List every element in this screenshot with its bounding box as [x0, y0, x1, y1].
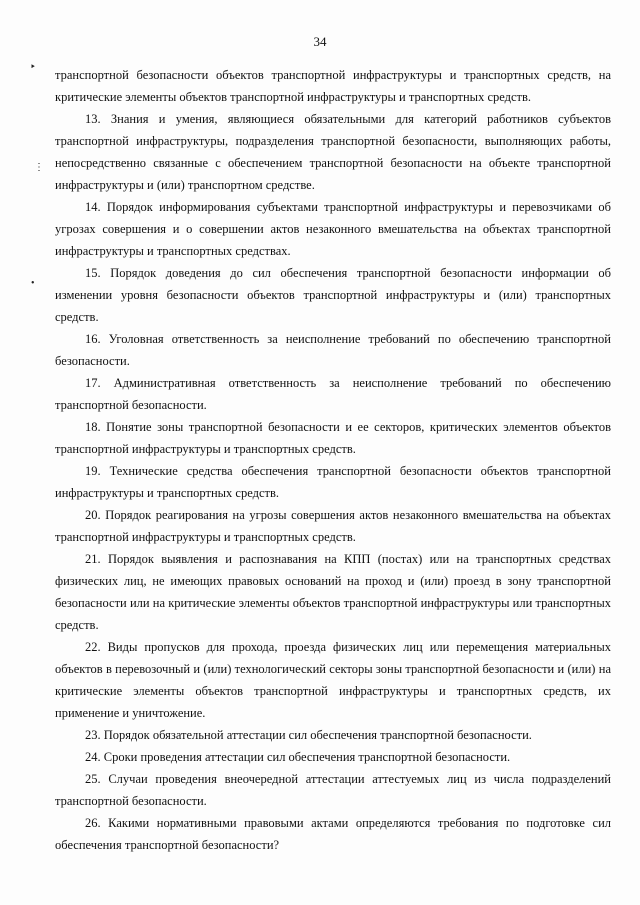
list-item: 13. Знания и умения, являющиеся обязательными для категорий работников субъектов транспортной инфраструктуры, подразделения транспортной безопасности, выполняющих работы, непосредственно связанные с обеспечением транспортной безопасности на объекте транспортной инфраструктуры и (или) транспортном средстве. [55, 112, 611, 192]
list-item: 14. Порядок информирования субъектами транспортной инфраструктуры и перевозчиками об угрозах совершения и о совершении актов незаконного вмешательства на объектах транспортной инфраструктуры и транспортных средствах. [55, 200, 611, 258]
list-item: 21. Порядок выявления и распознавания на КПП (постах) или на транспортных средствах физических лиц, не имеющих правовых оснований на проход и (или) проезд в зону транспортной безопасности или на критические элементы объектов транспортной инфраструктуры или транспортных средств. [55, 552, 611, 632]
list-item: 20. Порядок реагирования на угрозы совершения актов незаконного вмешательства на объектах транспортной инфраструктуры и транспортных средств. [55, 508, 611, 544]
list-item: 19. Технические средства обеспечения транспортной безопасности объектов транспортной инфраструктуры и транспортных средств. [55, 464, 611, 500]
list-item: 15. Порядок доведения до сил обеспечения транспортной безопасности информации об изменении уровня безопасности объектов транспортной инфраструктуры и (или) транспортных средств. [55, 266, 611, 324]
scan-mark: ⋮ [34, 162, 44, 173]
list-item: 16. Уголовная ответственность за неисполнение требований по обеспечению транспортной безопасности. [55, 332, 611, 368]
list-item: 23. Порядок обязательной аттестации сил обеспечения транспортной безопасности. [85, 728, 532, 742]
document-body [55, 64, 611, 856]
list-item: 26. Какими нормативными правовыми актами определяются требования по подготовке сил обеспечения транспортной безопасности? [55, 816, 611, 852]
page-number: 34 [313, 34, 327, 49]
list-item: 25. Случаи проведения внеочередной аттестации аттестуемых лиц из числа подразделений транспортной безопасности. [55, 772, 611, 808]
continuation-paragraph: транспортной безопасности объектов транспортной инфраструктуры и транспортных средств, на критические элементы объектов транспортной инфраструктуры и транспортных средств. [55, 68, 611, 104]
list-item: 24. Сроки проведения аттестации сил обеспечения транспортной безопасности. [85, 750, 511, 764]
list-item: 18. Понятие зоны транспортной безопасности и ее секторов, критических элементов объектов транспортной инфраструктуры и транспортных средств. [55, 420, 611, 456]
scan-mark: • [31, 278, 35, 289]
list-item: 22. Виды пропусков для прохода, проезда физических лиц или перемещения материальных объектов в перевозочный и (или) технологический секторы зоны транспортной безопасности и (или) на критические элементы объектов транспортной инфраструктуры и транспортных средств, их применение и уничтожение. [55, 640, 611, 720]
scan-mark: ‣ [30, 62, 36, 73]
list-item: 17. Административная ответственность за неисполнение требований по обеспечению транспортной безопасности. [55, 376, 611, 412]
